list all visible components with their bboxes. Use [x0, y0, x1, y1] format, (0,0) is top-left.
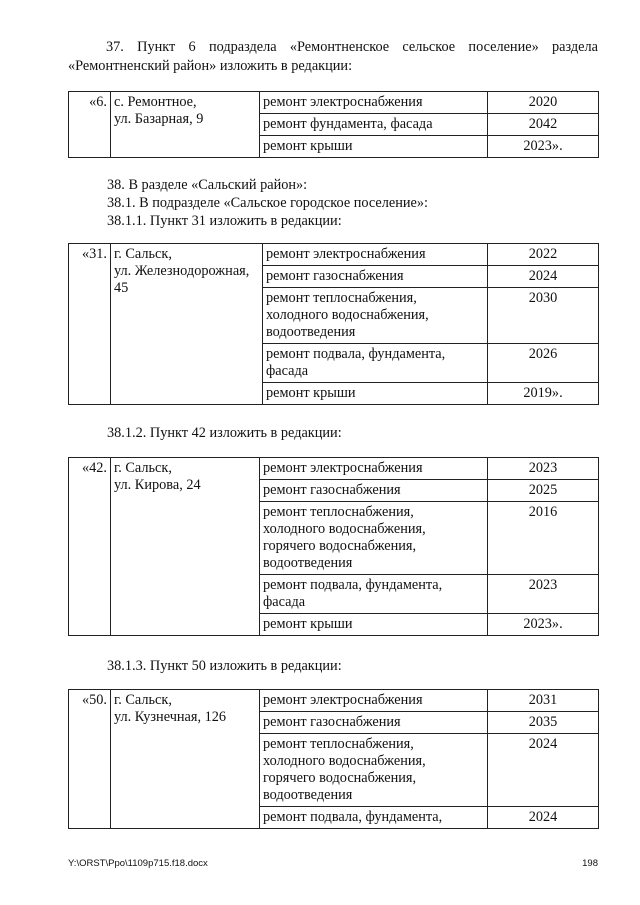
item-number: «6.: [69, 92, 111, 158]
year-cell: 2023: [488, 575, 599, 614]
address-line: г. Сальск,: [114, 246, 172, 262]
work-cell: ремонт крыши: [263, 383, 488, 405]
work-cell: ремонт газоснабжения: [260, 712, 488, 734]
item-number: «31.: [69, 244, 111, 405]
work-cell: ремонт подвала, фундамента,: [260, 807, 488, 829]
year-cell: 2026: [488, 344, 599, 383]
work-cell: ремонт электроснабжения: [263, 244, 488, 266]
work-line: ремонт теплоснабжения,: [263, 504, 414, 520]
paragraph-38-1-1: 38.1.1. Пункт 31 изложить в редакции:: [107, 213, 342, 229]
year-cell: 2022: [488, 244, 599, 266]
work-line: ремонт подвала, фундамента,: [266, 346, 446, 362]
work-line: холодного водоснабжения,: [263, 753, 426, 769]
table-item-50: [68, 689, 599, 829]
address-line: г. Сальск,: [114, 692, 172, 708]
table-item-31: [68, 243, 599, 405]
table-row: [69, 92, 599, 114]
work-cell: ремонт электроснабжения: [260, 92, 488, 114]
table-row: [69, 690, 599, 712]
work-cell: [260, 575, 488, 614]
work-line: ремонт теплоснабжения,: [266, 290, 417, 306]
year-cell: 2024: [488, 266, 599, 288]
work-cell: [263, 344, 488, 383]
address-cell: [111, 244, 263, 405]
year-cell: 2025: [488, 480, 599, 502]
work-cell: ремонт газоснабжения: [260, 480, 488, 502]
paragraph-38: 38. В разделе «Сальский район»:: [107, 177, 308, 193]
address-line: ул. Железнодорожная,: [114, 263, 250, 279]
address-cell: [111, 92, 260, 158]
address-line: г. Сальск,: [114, 460, 172, 476]
year-cell: 2042: [488, 114, 599, 136]
work-line: водоотведения: [263, 555, 353, 571]
address-line: ул. Кузнечная, 126: [114, 709, 227, 725]
table-item-42: [68, 457, 599, 636]
table-row: [69, 244, 599, 266]
year-cell: 2016: [488, 502, 599, 575]
address-cell: [111, 690, 260, 829]
work-cell: [260, 734, 488, 807]
address-line: с. Ремонтное,: [114, 94, 197, 110]
work-line: фасада: [266, 363, 309, 379]
work-line: горячего водоснабжения,: [263, 770, 417, 786]
paragraph-38-1-3: 38.1.3. Пункт 50 изложить в редакции:: [107, 658, 342, 674]
table-row: [69, 458, 599, 480]
paragraph-37: 37. Пункт 6 подраздела «Ремонтненское сельское поселение» раздела «Ремонтненский район» изложить в редакции:: [68, 39, 598, 74]
work-cell: [260, 502, 488, 575]
work-line: водоотведения: [263, 787, 353, 803]
work-cell: ремонт газоснабжения: [263, 266, 488, 288]
year-cell: 2023: [488, 458, 599, 480]
year-cell: 2024: [488, 807, 599, 829]
table-item-6: [68, 91, 599, 158]
work-line: холодного водоснабжения,: [266, 307, 429, 323]
work-line: ремонт теплоснабжения,: [263, 736, 414, 752]
work-cell: ремонт электроснабжения: [260, 458, 488, 480]
work-line: водоотведения: [266, 324, 356, 340]
work-line: ремонт подвала, фундамента,: [263, 577, 443, 593]
address-line: 45: [114, 280, 129, 296]
footer-file-path: Y:\ORST\Ppo\1109p715.f18.docx: [68, 858, 208, 869]
year-cell: 2030: [488, 288, 599, 344]
work-cell: [263, 288, 488, 344]
year-cell: 2035: [488, 712, 599, 734]
paragraph-38-1: 38.1. В подразделе «Сальское городское поселение»:: [107, 195, 429, 211]
year-cell: 2020: [488, 92, 599, 114]
work-line: горячего водоснабжения,: [263, 538, 417, 554]
work-cell: ремонт крыши: [260, 614, 488, 636]
paragraph-38-1-2: 38.1.2. Пункт 42 изложить в редакции:: [107, 425, 342, 441]
address-cell: [111, 458, 260, 636]
footer-page-number: 198: [582, 858, 598, 869]
work-line: фасада: [263, 594, 306, 610]
work-cell: ремонт фундамента, фасада: [260, 114, 488, 136]
year-cell: 2031: [488, 690, 599, 712]
year-cell: 2023».: [488, 614, 599, 636]
year-cell: 2023».: [488, 136, 599, 158]
year-cell: 2024: [488, 734, 599, 807]
work-cell: ремонт электроснабжения: [260, 690, 488, 712]
work-line: холодного водоснабжения,: [263, 521, 426, 537]
item-number: «50.: [69, 690, 111, 829]
work-cell: ремонт крыши: [260, 136, 488, 158]
address-line: ул. Кирова, 24: [114, 477, 201, 493]
address-line: ул. Базарная, 9: [114, 111, 204, 127]
item-number: «42.: [69, 458, 111, 636]
year-cell: 2019».: [488, 383, 599, 405]
